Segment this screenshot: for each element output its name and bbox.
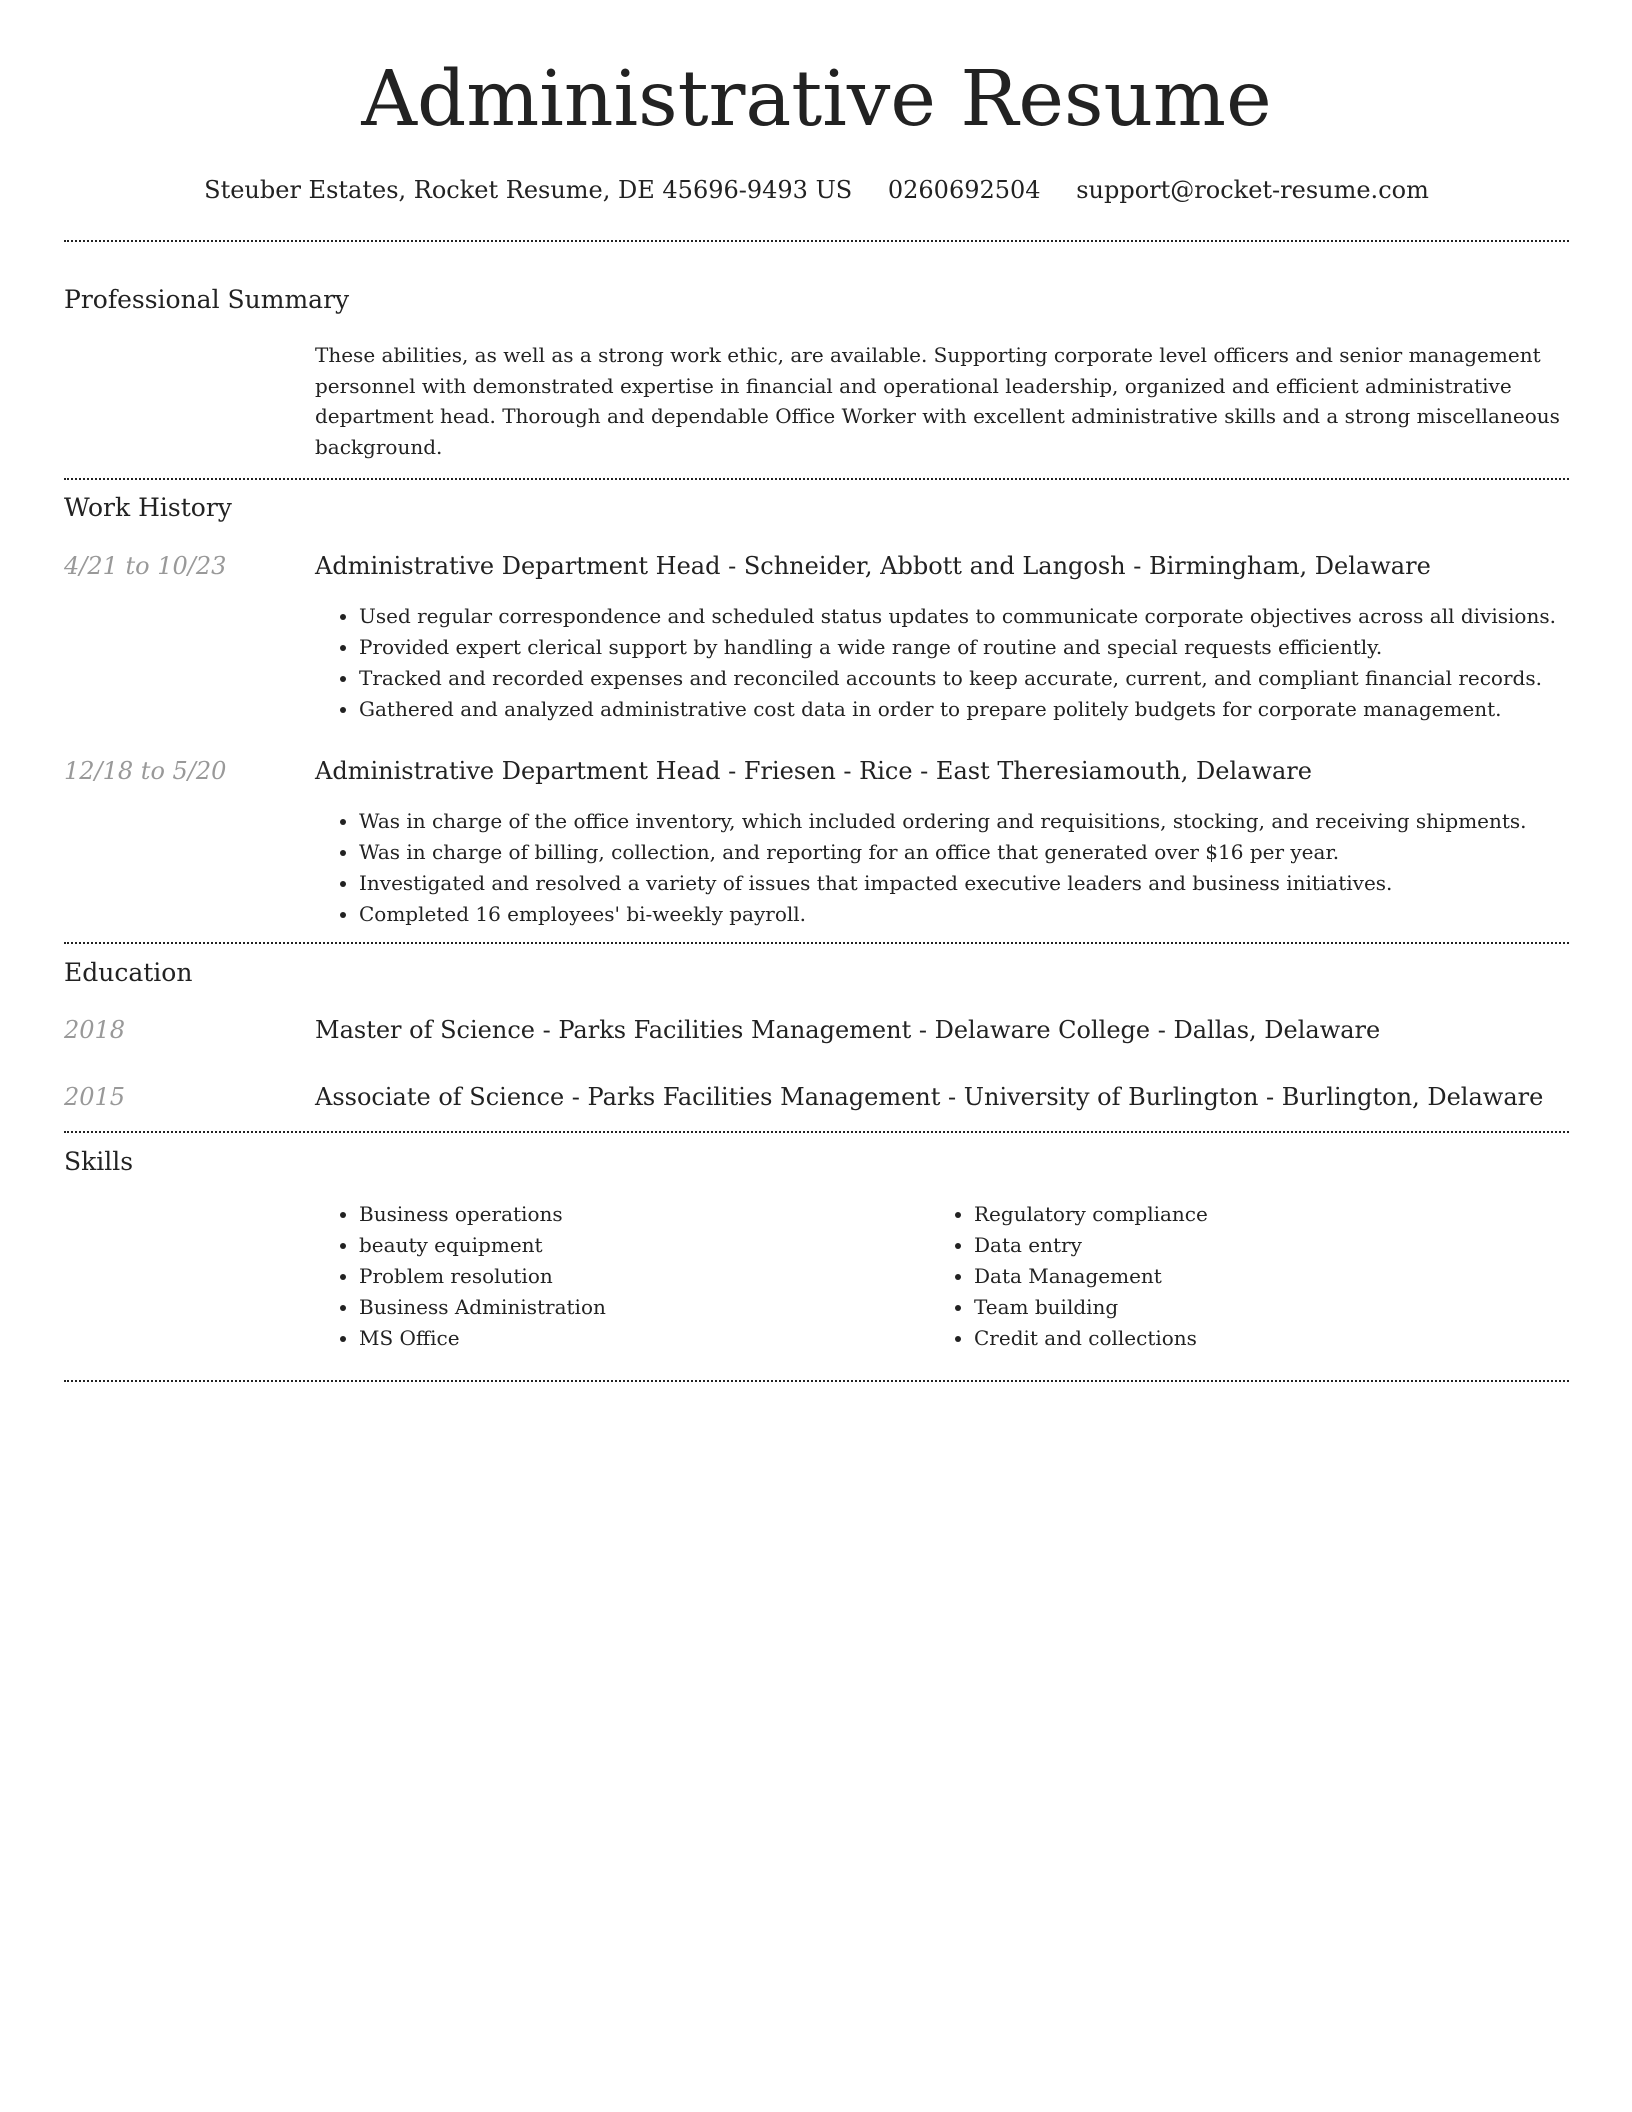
skills-list-right [930,1199,1534,1354]
contact-phone: 0260692504 [887,176,1041,204]
education-year: 2018 [64,1016,126,1044]
job-title: Administrative Department Head - Friesen - Rice - East Theresiamouth, Delaware [315,757,1312,785]
list-item: • beauty equipment [359,1230,919,1261]
list-item: • Data entry [974,1230,1534,1261]
skills-heading: Skills [64,1147,134,1176]
education-entry: Master of Science - Parks Facilities Management - Delaware College - Dallas, Delaware [315,1016,1381,1044]
list-item: • Was in charge of the office inventory, which included ordering and requisitions, stocking, and receiving shipments. [359,806,1613,837]
section-divider [64,942,1569,944]
list-item: • Used regular correspondence and scheduled status updates to communicate corporate objectives across all divisions. [359,601,1613,632]
list-item: • Problem resolution [359,1261,919,1292]
contact-address: Steuber Estates, Rocket Resume, DE 45696-9493 US [204,176,853,204]
skills-list-left [315,1199,919,1354]
list-item: • Business Administration [359,1292,919,1323]
resume-title: Administrative Resume [361,55,1272,144]
contact-line [64,170,1569,210]
education-heading: Education [64,958,193,987]
education-entry: Associate of Science - Parks Facilities Management - University of Burlington - Burlington, Delaware [315,1083,1544,1111]
contact-email: support@rocket-resume.com [1076,176,1429,204]
job-dates: 12/18 to 5/20 [64,757,227,785]
list-item: • Data Management [974,1261,1534,1292]
list-item: • Regulatory compliance [974,1199,1534,1230]
list-item: • Gathered and analyzed administrative cost data in order to prepare politely budgets for corporate management. [359,694,1613,725]
list-item: • MS Office [359,1323,919,1354]
section-divider [64,240,1569,242]
job-dates: 4/21 to 10/23 [64,552,227,580]
section-divider [64,1380,1569,1382]
section-divider [64,1131,1569,1133]
summary-heading: Professional Summary [64,285,350,314]
summary-text: These abilities, as well as a strong work ethic, are available. Supporting corporate level officers and senior management personnel with demonstrated expertise in financial and operational leadership, organized and efficient administrative department head. Thorough and dependable Office Worker with excellent administrative skills and a strong miscellaneous background. [315,343,1560,459]
list-item: • Completed 16 employees' bi-weekly payroll. [359,899,1613,930]
work-history-heading: Work History [64,493,232,522]
list-item: • Provided expert clerical support by handling a wide range of routine and special requests efficiently. [359,632,1613,663]
list-item: • Team building [974,1292,1534,1323]
job-bullets [315,806,1613,930]
section-divider [64,478,1569,480]
job-title: Administrative Department Head - Schneider, Abbott and Langosh - Birmingham, Delaware [315,552,1431,580]
list-item: • Investigated and resolved a variety of issues that impacted executive leaders and business initiatives. [359,868,1613,899]
list-item: • Business operations [359,1199,919,1230]
list-item: • Tracked and recorded expenses and reconciled accounts to keep accurate, current, and compliant financial records. [359,663,1613,694]
list-item: • Was in charge of billing, collection, and reporting for an office that generated over $16 per year. [359,837,1613,868]
education-year: 2015 [64,1083,126,1111]
list-item: • Credit and collections [974,1323,1534,1354]
job-bullets [315,601,1613,725]
